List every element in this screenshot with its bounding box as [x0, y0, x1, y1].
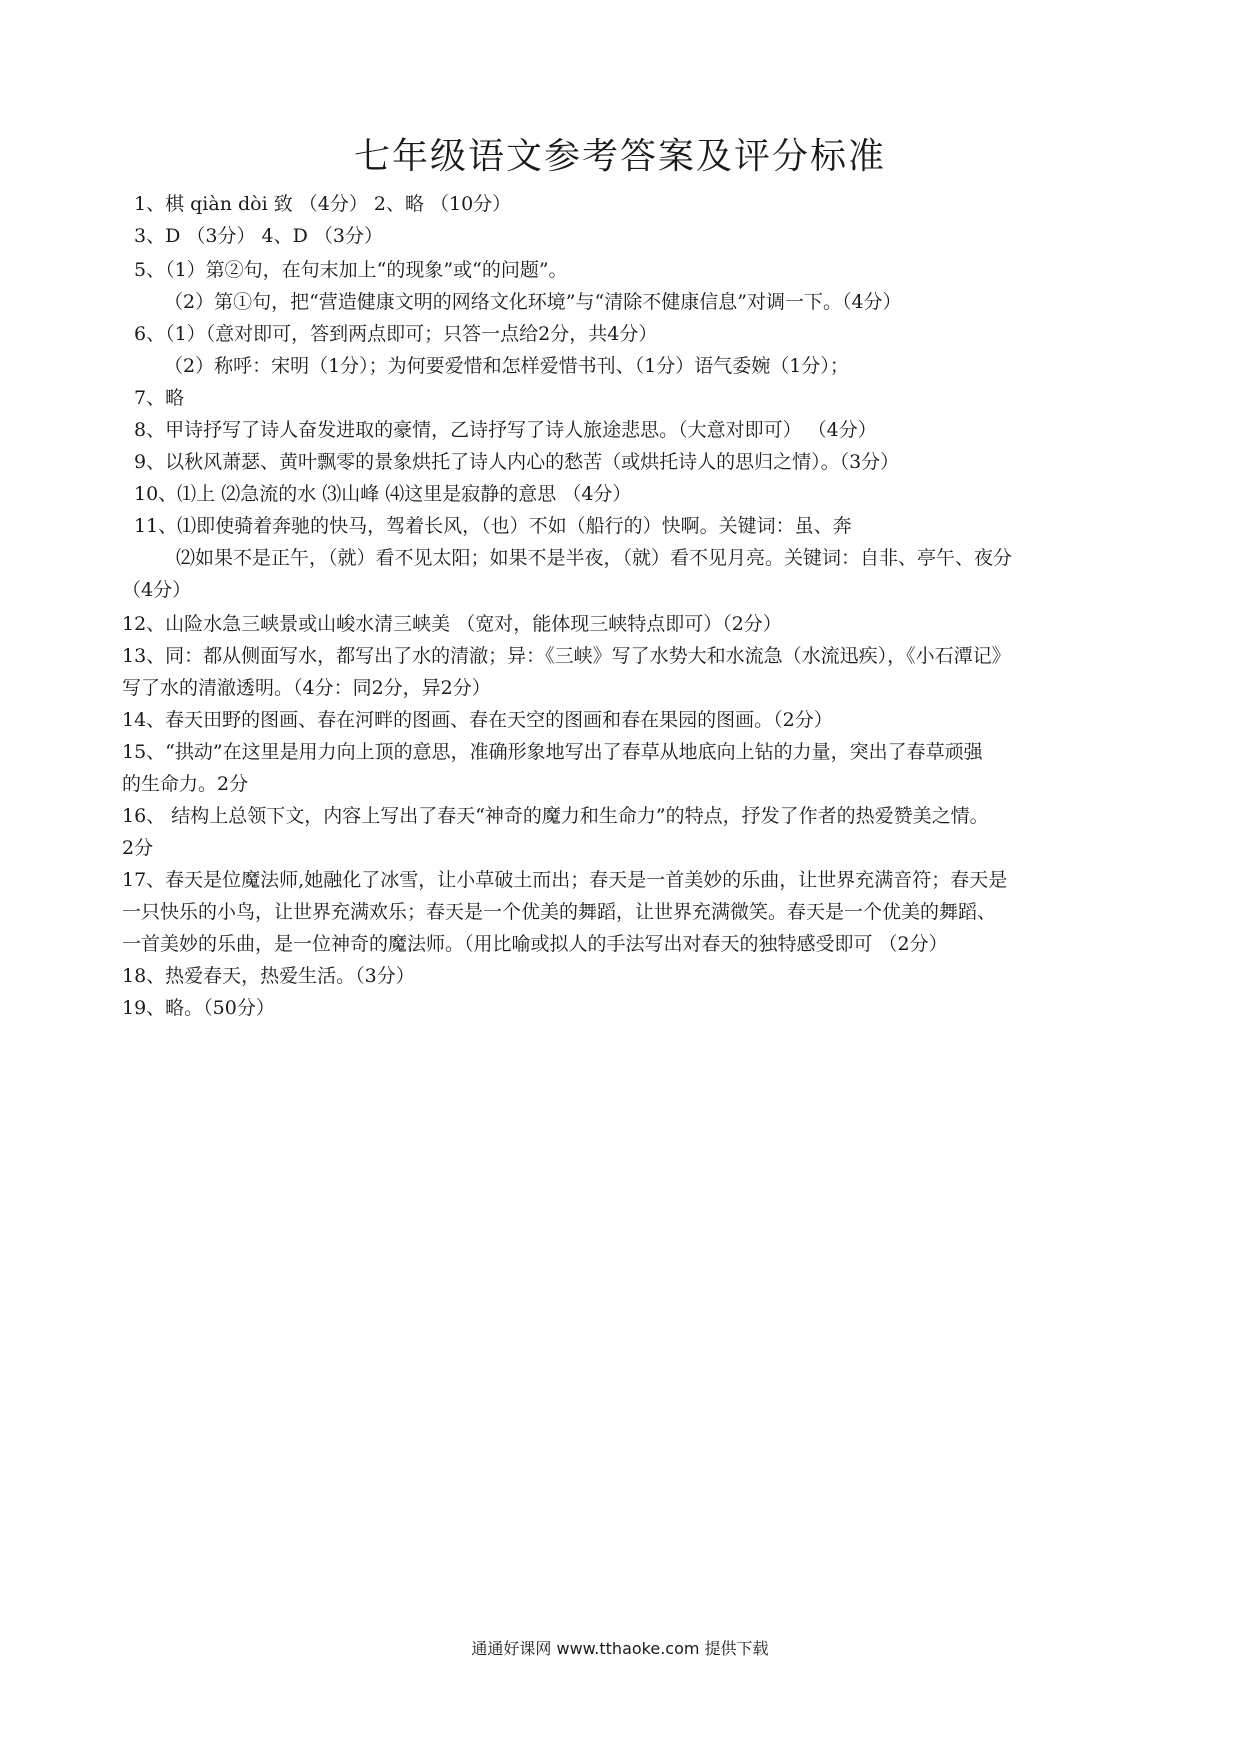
answer-line: 的生命力。2分: [122, 773, 249, 795]
answer-line: 一首美妙的乐曲，是一位神奇的魔法师。（用比喻或拟人的手法写出对春天的独特感受即可 （2分）: [122, 933, 948, 955]
answer-line: （2）第①句，把“营造健康文明的网络文化环境”与“清除不健康信息”对调一下。（4分）: [164, 291, 902, 313]
answer-line: 16、 结构上总领下文，内容上写出了春天“神奇的魔力和生命力”的特点，抒发了作者的热爱赞美之情。: [122, 805, 989, 827]
footer-source: 通通好课网 www.tthaoke.com 提供下载: [471, 1639, 769, 1658]
answer-line: 13、同：都从侧面写水，都写出了水的清澈；异：《三峡》写了水势大和水流急（水流迅疾），《小石潭记》: [122, 645, 1011, 667]
answer-line: 11、⑴即使骑着奔驰的快马，驾着长风，（也）不如（船行的）快啊。关键词：虽、奔: [134, 515, 852, 537]
answer-line: 9、以秋风萧瑟、黄叶飘零的景象烘托了诗人内心的愁苦（或烘托诗人的思归之情）。（3分）: [134, 451, 900, 473]
answer-line: 17、春天是位魔法师,她融化了冰雪，让小草破土而出；春天是一首美妙的乐曲，让世界充满音符；春天是: [122, 869, 1008, 891]
answer-line: 14、春天田野的图画、春在河畔的图画、春在天空的图画和春在果园的图画。（2分）: [122, 709, 833, 731]
answer-line: 12、山险水急三峡景或山峻水清三峡美 （宽对，能体现三峡特点即可）（2分）: [122, 613, 782, 635]
answer-line: 10、⑴上 ⑵急流的水 ⑶山峰 ⑷这里是寂静的意思 （4分）: [134, 483, 632, 505]
answer-line: 8、甲诗抒写了诗人奋发进取的豪情，乙诗抒写了诗人旅途悲思。（大意对即可） （4分）: [134, 419, 877, 441]
answer-line: 15、“拱动”在这里是用力向上顶的意思，准确形象地写出了春草从地底向上钻的力量，突出了春草顽强: [122, 741, 983, 763]
answer-line: 18、热爱春天，热爱生活。（3分）: [122, 965, 415, 987]
answer-line: 7、略: [134, 387, 185, 409]
answer-line: 3、D （3分） 4、D （3分）: [134, 225, 383, 247]
answer-line: 2分: [122, 837, 154, 859]
answer-line: 一只快乐的小鸟，让世界充满欢乐；春天是一个优美的舞蹈，让世界充满微笑。春天是一个优美的舞蹈、: [122, 901, 997, 923]
answer-line: （2）称呼：宋明（1分）；为何要爱惜和怎样爱惜书刊、（1分）语气委婉（1分）；: [164, 355, 849, 377]
answer-line: 1、棋 qiàn dòi 致 （4分） 2、略 （10分）: [134, 193, 512, 215]
answer-line: 6、（1）（意对即可，答到两点即可；只答一点给2分，共4分）: [134, 323, 658, 345]
answer-line: ⑵如果不是正午，（就）看不见太阳；如果不是半夜，（就）看不见月亮。关键词：自非、亭午、夜分: [176, 547, 1013, 569]
answer-line: 5、（1）第②句，在句末加上“的现象”或“的问题”。: [134, 259, 568, 281]
answer-line: 写了水的清澈透明。（4分：同2分，异2分）: [122, 677, 491, 699]
answer-line: 19、略。（50分）: [122, 997, 275, 1019]
page-title: 七年级语文参考答案及评分标准: [353, 136, 886, 177]
answer-line: （4分）: [122, 579, 192, 601]
